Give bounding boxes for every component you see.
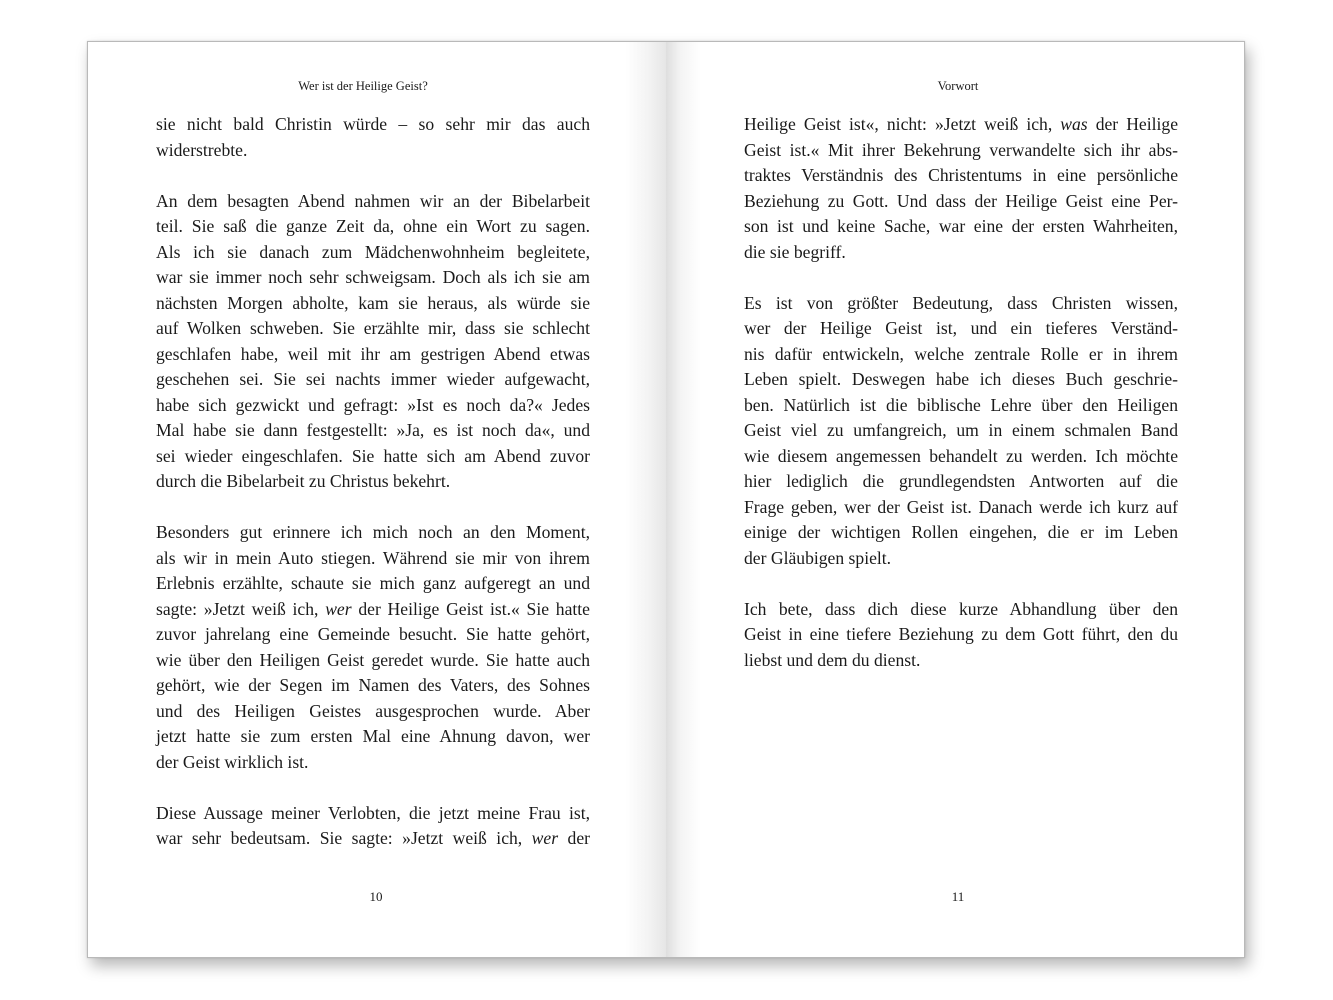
- left-page: [87, 41, 666, 958]
- text-line: wie über den Heiligen Geist geredet wurde. Sie hatte auch: [156, 649, 590, 670]
- running-head-right: Vorwort: [937, 79, 979, 93]
- text-line: ben. Natürlich ist die biblische Lehre über den Heiligen: [744, 394, 1178, 415]
- text-line: geschlafen habe, weil mit ihr am gestrigen Abend etwas: [156, 343, 590, 364]
- text-line: Leben spielt. Deswegen habe ich dieses Buch geschrie-: [744, 369, 1178, 389]
- text-line: Geist ist.« Mit ihrer Bekehrung verwandelte sich ihr abs-: [744, 139, 1178, 160]
- text-line: wie diesem angemessen behandelt zu werden. Ich möchte: [744, 445, 1178, 466]
- page-number-right: 11: [951, 889, 965, 904]
- right-page: [666, 41, 1245, 958]
- text-line: Beziehung zu Gott. Und dass der Heilige Geist eine Per-: [744, 190, 1178, 211]
- text-line: nis dafür entwickeln, welche zentrale Rolle er in ihrem: [744, 343, 1178, 364]
- text-line: teil. Sie saß die ganze Zeit da, ohne ein Wort zu sagen.: [156, 216, 590, 236]
- text-line: widerstrebte.: [156, 139, 248, 160]
- text-line: war sie immer noch sehr schweigsam. Doch als ich sie am: [156, 267, 590, 287]
- text-line: einige der wichtigen Rollen eingehen, die er im Leben: [744, 522, 1178, 542]
- text-line: jetzt hatte sie zum ersten Mal eine Ahnung davon, wer: [156, 726, 590, 746]
- text-line: Heilige Geist ist«, nicht: »Jetzt weiß ich, was der Heilige: [744, 114, 1178, 134]
- emphasis-word: wer: [531, 828, 559, 848]
- paragraph-break: [744, 265, 1178, 291]
- text-line: sei wieder eingeschlafen. Sie hatte sich am Abend zuvor: [156, 445, 590, 466]
- text-line: Mal habe sie dann festgestellt: »Ja, es ist noch da«, und: [156, 420, 590, 440]
- text-line: Erlebnis erzählte, schaute sie mich ganz aufgeregt an und: [156, 573, 590, 593]
- text-line: sagte: »Jetzt weiß ich, wer der Heilige Geist ist.« Sie hatte: [156, 598, 590, 619]
- text-line: und des Heiligen Geistes ausgesprochen wurde. Aber: [156, 700, 590, 721]
- text-line: der Geist wirklich ist.: [156, 751, 309, 772]
- text-line: traktes Verständnis des Christentums in eine persönliche: [744, 165, 1178, 185]
- text-line: habe sich gezwickt und gefragt: »Ist es noch da?« Jedes: [156, 394, 590, 415]
- text-line: Frage geben, wer der Geist ist. Danach werde ich kurz auf: [744, 496, 1178, 517]
- text-line: sie nicht bald Christin würde – so sehr mir das auch: [156, 114, 590, 134]
- text-line: Besonders gut erinnere ich mich noch an den Moment,: [156, 522, 590, 542]
- text-line: gehört, wie der Segen im Namen des Vaters, des Sohnes: [156, 675, 590, 695]
- text-line: Diese Aussage meiner Verlobten, die jetzt meine Frau ist,: [156, 802, 590, 823]
- text-line: An dem besagten Abend nahmen wir an der Bibelarbeit: [156, 190, 590, 211]
- paragraph-break: [156, 775, 590, 801]
- text-line: son ist und keine Sache, war eine der ersten Wahrheiten,: [744, 216, 1178, 236]
- text-line: der Gläubigen spielt.: [744, 547, 892, 568]
- text-line: auf Wolken schweben. Sie erzählte mir, dass sie schlecht: [156, 318, 590, 338]
- left-page-body: [156, 112, 590, 852]
- text-line: als wir in mein Auto stiegen. Während sie mir von ihrem: [156, 547, 590, 568]
- book-spread: [87, 41, 1245, 958]
- paragraph-break: [156, 495, 590, 521]
- emphasis-word: wer: [325, 598, 352, 619]
- text-line: war sehr bedeutsam. Sie sagte: »Jetzt weiß ich, wer der: [156, 828, 590, 848]
- text-line: hier lediglich die grundlegendsten Antworten auf die: [744, 471, 1178, 491]
- paragraph-break: [744, 571, 1178, 597]
- text-line: Geist viel zu umfangreich, um in einem schmalen Band: [744, 420, 1178, 440]
- text-line: durch die Bibelarbeit zu Christus bekehrt.: [156, 471, 451, 491]
- text-line: wer der Heilige Geist ist, und ein tieferes Verständ-: [744, 318, 1178, 338]
- emphasis-word: was: [1060, 114, 1088, 134]
- text-line: Als ich sie danach zum Mädchenwohnheim begleitete,: [156, 241, 590, 262]
- page-number-left: 10: [369, 889, 383, 904]
- right-page-body: [744, 112, 1178, 673]
- running-head-left: Wer ist der Heilige Geist?: [298, 79, 428, 93]
- text-line: zuvor jahrelang eine Gemeinde besucht. Sie hatte gehört,: [156, 624, 590, 644]
- paragraph-break: [156, 163, 590, 189]
- text-line: nächsten Morgen abholte, kam sie heraus, als würde sie: [156, 292, 590, 313]
- text-line: Geist in eine tiefere Beziehung zu dem Gott führt, den du: [744, 624, 1178, 644]
- text-line: Ich bete, dass dich diese kurze Abhandlung über den: [744, 598, 1178, 619]
- text-line: die sie begriff.: [744, 241, 846, 262]
- text-line: liebst und dem du dienst.: [744, 649, 921, 670]
- text-line: Es ist von größter Bedeutung, dass Christen wissen,: [744, 292, 1178, 313]
- text-line: geschehen sei. Sie sei nachts immer wieder aufgewacht,: [156, 369, 590, 389]
